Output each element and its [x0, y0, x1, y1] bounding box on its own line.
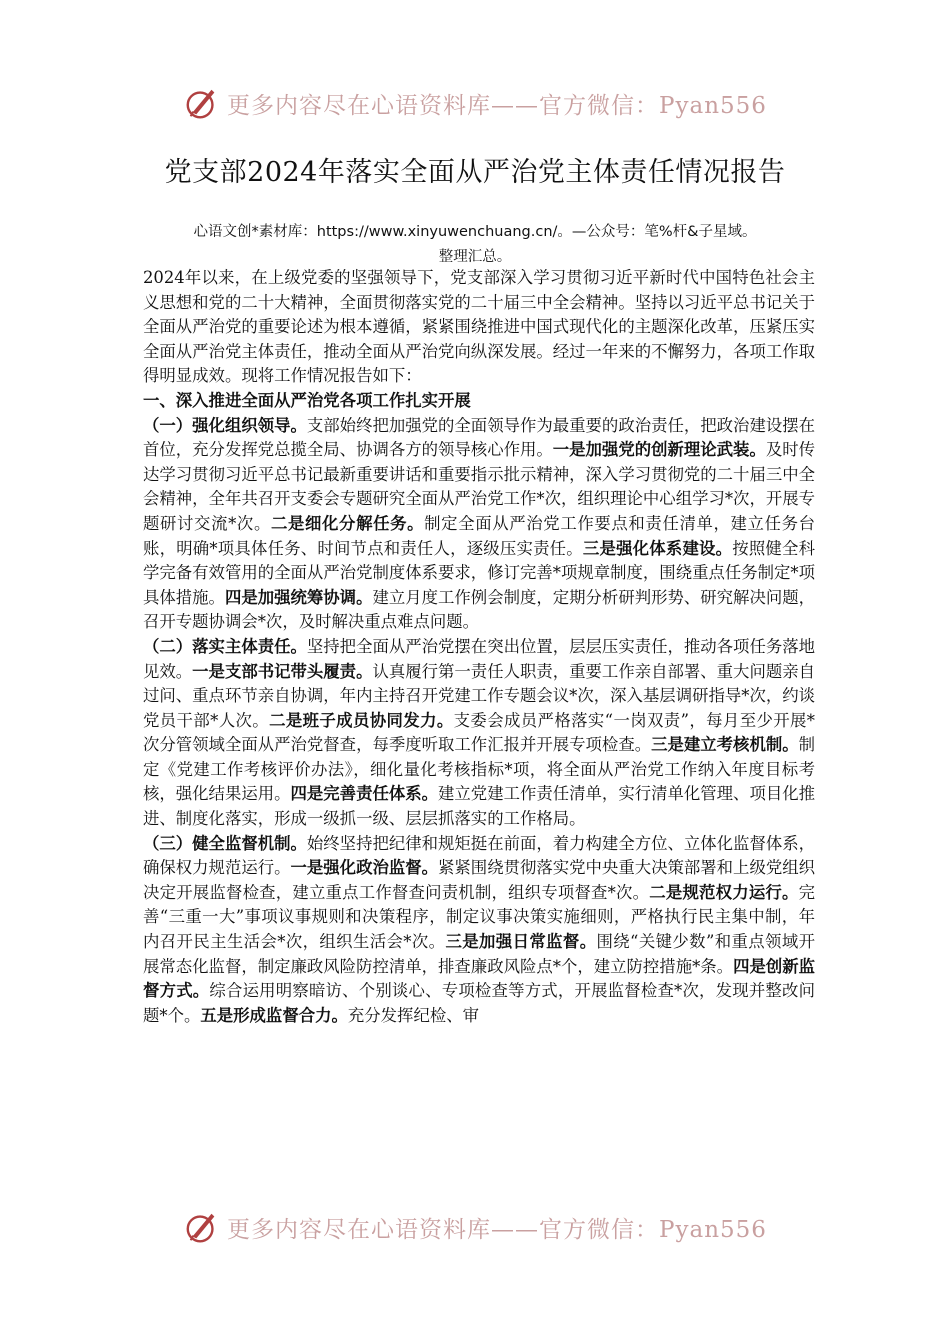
subheading-supervision-mechanism: （三）健全监督机制。	[143, 833, 307, 853]
header-banner-text: 更多内容尽在心语资料库——官方微信：Pyan556	[227, 92, 767, 119]
page-title: 党支部2024年落实全面从严治党主体责任情况报告	[164, 157, 786, 188]
report-body	[143, 266, 815, 1028]
header-watermark-banner	[0, 80, 950, 126]
footer-banner-text: 更多内容尽在心语资料库——官方微信：Pyan556	[227, 1216, 767, 1243]
source-note	[130, 220, 820, 270]
quill-pen-logo-icon	[183, 1208, 221, 1246]
footer-watermark-banner	[0, 1204, 950, 1250]
paragraph-supervision-mechanism: （三）健全监督机制。始终坚持把纪律和规矩挺在前面，着力构建全方位、立体化监督体系，确保权力规范运行。一是强化政治监督。紧紧围绕贯彻落实党中央重大决策部署和上级党组织决定开展监督检查，建立重点工作督查问责机制，组织专项督查*次。二是规范权力运行。完善“三重一大”事项议事规则和决策程序，制定议事决策实施细则，严格执行民主集中制，年内召开民主生活会*次，组织生活会*次。三是加强日常监督。围绕“关键少数”和重点领域开展常态化监督，制定廉政风险防控清单，排查廉政风险点*个，建立防控措施*条。四是创新监督方式。综合运用明察暗访、个别谈心、专项检查等方式，开展监督检查*次，发现并整改问题*个。五是形成监督合力。充分发挥纪检、审	[143, 833, 816, 1025]
subheading-main-responsibility: （二）落实主体责任。	[143, 636, 307, 656]
subheading-organizational-leadership: （一）强化组织领导。	[143, 415, 307, 435]
intro-paragraph: 2024年以来，在上级党委的坚强领导下，党支部深入学习贯彻习近平新时代中国特色社会主义思想和党的二十大精神，全面贯彻落实党的二十届三中全会精神。坚持以习近平总书记关于全面从严治党的重要论述为根本遵循，紧紧围绕推进中国式现代化的主题深化改革，压紧压实全面从严治党主体责任，推动全面从严治党向纵深发展。经过一年来的不懈努力，各项工作取得明显成效。现将工作情况报告如下：	[143, 268, 816, 386]
source-note-line-2: 整理汇总。	[438, 249, 512, 265]
paragraph-organizational-leadership: （一）强化组织领导。支部始终把加强党的全面领导作为最重要的政治责任，把政治建设摆在首位，充分发挥党总揽全局、协调各方的领导核心作用。一是加强党的创新理论武装。及时传达学习贯彻习近平总书记最新重要讲话和重要指示批示精神，深入学习贯彻党的二十届三中全会精神，全年共召开支委会专题研究全面从严治党工作*次，组织理论中心组学习*次，开展专题研讨交流*次。二是细化分解任务。制定全面从严治党工作要点和责任清单，建立任务台账，明确*项具体任务、时间节点和责任人，逐级压实责任。三是强化体系建设。按照健全科学完备有效管用的全面从严治党制度体系要求，修订完善*项规章制度，围绕重点任务制定*项具体措施。四是加强统筹协调。建立月度工作例会制度，定期分析研判形势、研究解决问题，召开专题协调会*次，及时解决重点难点问题。	[143, 415, 816, 632]
source-note-line-1: 心语文创*素材库：https://www.xinyuwenchuang.cn/。—公众号：笔%杆&子星域。	[193, 224, 757, 240]
quill-pen-logo-icon	[183, 84, 221, 122]
paragraph-main-responsibility: （二）落实主体责任。坚持把全面从严治党摆在突出位置，层层压实责任，推动各项任务落地见效。一是支部书记带头履责。认真履行第一责任人职责，重要工作亲自部署、重大问题亲自过问、重点环节亲自协调，年内主持召开党建工作专题会议*次，深入基层调研指导*次，约谈党员干部*人次。二是班子成员协同发力。支委会成员严格落实“一岗双责”，每月至少开展*次分管领域全面从严治党督查，每季度听取工作汇报并开展专项检查。三是建立考核机制。制定《党建工作考核评价办法》，细化量化考核指标*项，将全面从严治党工作纳入年度目标考核，强化结果运用。四是完善责任体系。建立党建工作责任清单，实行清单化管理、项目化推进、制度化落实，形成一级抓一级、层层抓落实的工作格局。	[143, 636, 816, 829]
section-heading-1: 一、深入推进全面从严治党各项工作扎实开展	[143, 390, 471, 410]
